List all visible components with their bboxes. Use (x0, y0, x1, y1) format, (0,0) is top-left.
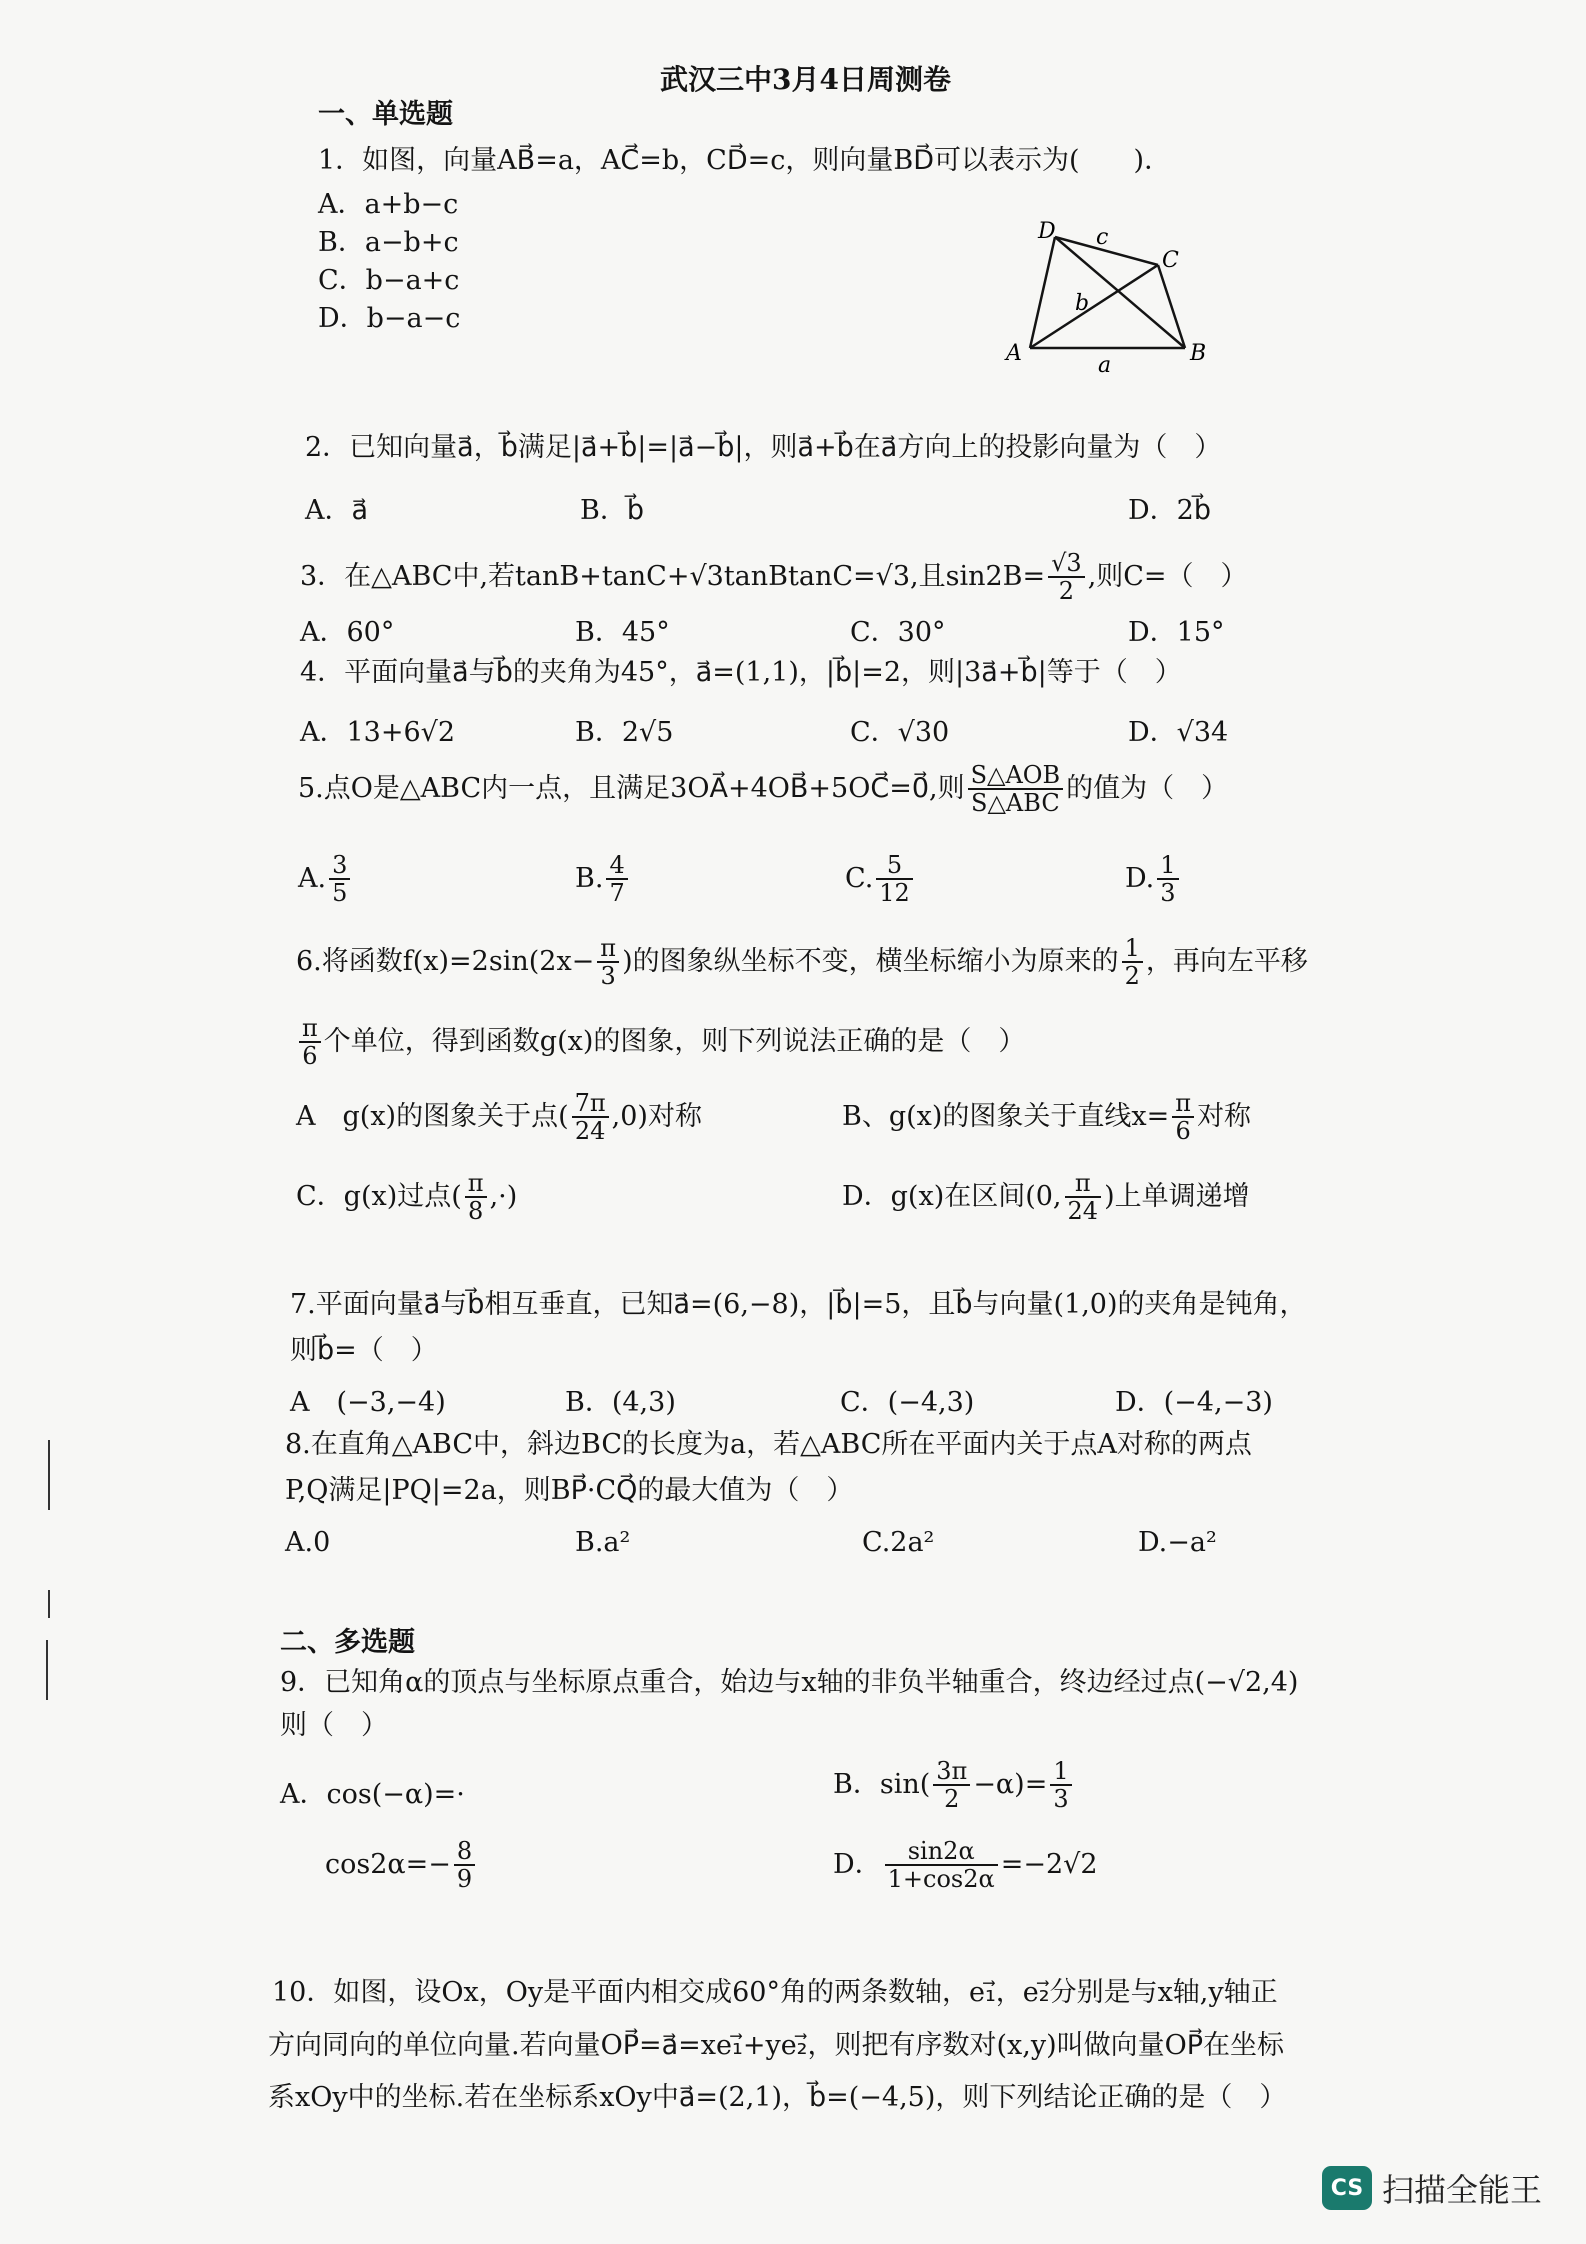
page-title: 武汉三中3月4日周测卷 (660, 63, 951, 96)
question-3-option-c: C．30° (850, 617, 946, 648)
question-7-line-2: 则b⃗=（ ） (290, 1335, 438, 1366)
q5-area-ratio: $\frac{\text{S△AOB}}{\text{S△ABC}}$ (968, 762, 1064, 817)
question-3-option-a: A．60° (300, 617, 395, 648)
question-9-line-1: 9．已知角α的顶点与坐标原点重合，始边与x轴的非负半轴重合，终边经过点(−√2,4) (280, 1667, 1299, 1698)
figure-label-c: C (1162, 248, 1179, 273)
question-5-stem: 5.点O是△ABC内一点，且满足3OA⃗+4OB⃗+5OC⃗=0⃗,则 $\frac{\text{S△AOB}}{\text{S△ABC}}$ 的值为（ ） (298, 761, 1229, 818)
question-3-option-b: B．45° (575, 617, 670, 648)
question-7-option-a: A (−3,−4) (290, 1387, 446, 1418)
question-4-option-d: D．√34 (1128, 717, 1229, 748)
question-7-option-c: C．(−4,3) (840, 1387, 975, 1418)
figure-label-a-vector: a (1098, 353, 1112, 378)
question-5-option-b: B. $\frac{4}{7}$ (575, 852, 631, 907)
figure-edge-ac (1030, 265, 1158, 348)
question-4-stem: 4．平面向量a⃗与b⃗的夹角为45°，a⃗=(1,1)，|b⃗|=2，则|3a⃗+b⃗|等于（ ） (300, 657, 1182, 688)
question-5-option-c: C. $\frac{5}{12}$ (845, 852, 916, 907)
question-8-option-d: D.−a² (1138, 1527, 1217, 1558)
scan-mark (46, 1640, 48, 1700)
scanner-logo-text: 扫描全能王 (1382, 2171, 1543, 2209)
question-6-line-2: $\frac{\pi}{6}$ 个单位，得到函数g(x)的图象，则下列说法正确的是（ ） (296, 1015, 1025, 1070)
question-7-option-b: B．(4,3) (565, 1387, 676, 1418)
question-6-option-d: D．g(x)在区间(0, $\frac{\pi}{24}$ )上单调递增 (842, 1169, 1250, 1226)
question-9-option-d: D． $\frac{\sin 2\alpha}{1+\cos 2\alpha}$ =−2√2 (833, 1837, 1098, 1894)
question-7-line-1: 7.平面向量a⃗与b⃗相互垂直，已知a⃗=(6,−8)，|b⃗|=5，且b⃗与向量(1,0)的夹角是钝角， (290, 1289, 1307, 1320)
question-6-option-b: B、g(x)的图象关于直线x= $\frac{\pi}{6}$ 对称 (842, 1089, 1252, 1146)
quadrilateral-figure (1000, 220, 1220, 380)
question-2-option-a: A．a⃗ (305, 495, 369, 526)
question-1-option-d: D．b−a−c (318, 303, 461, 334)
question-1-stem: 1．如图，向量AB⃗=a，AC⃗=b，CD⃗=c，则向量BD⃗可以表示为( )． (318, 145, 1172, 176)
question-7-option-d: D．(−4,−3) (1115, 1387, 1273, 1418)
scanner-logo-badge: CS (1322, 2166, 1372, 2210)
figure-edge-ad (1030, 237, 1055, 348)
figure-label-a: A (1006, 341, 1022, 366)
question-2-option-d: D．2b⃗ (1128, 495, 1211, 526)
figure-label-c-vector: c (1096, 225, 1109, 250)
question-6-option-a: A g(x)的图象关于点( $\frac{7\pi}{24}$ ,0)对称 (296, 1089, 702, 1146)
question-5-option-a: A. $\frac{3}{5}$ (298, 852, 353, 907)
question-1-option-c: C．b−a+c (318, 265, 460, 296)
question-3-stem: 3．在△ABC中,若tanB+tanC+√3tanBtanC=√3,且sin2B= $\frac{√3}{2}$ ,则C=（ ） (300, 549, 1248, 606)
figure-label-b: B (1190, 341, 1207, 366)
question-9-option-b: B．sin( $\frac{3\pi}{2}$ −α)= $\frac{1}{3}$ (833, 1758, 1075, 1813)
question-8-line-1: 8.在直角△ABC中，斜边BC的长度为a，若△ABC所在平面内关于点A对称的两点 (285, 1429, 1252, 1460)
question-8-line-2: P,Q满足|PQ|=2a，则BP⃗·CQ⃗的最大值为（ ） (285, 1475, 854, 1506)
figure-label-b-vector: b (1075, 291, 1090, 316)
question-1-option-a: A．a+b−c (318, 189, 459, 220)
question-3-option-d: D．15° (1128, 617, 1225, 648)
question-4-option-c: C．√30 (850, 717, 950, 748)
question-2-option-b: B．b⃗ (580, 495, 644, 526)
question-2-stem: 2．已知向量a⃗，b⃗满足|a⃗+b⃗|=|a⃗−b⃗|，则a⃗+b⃗在a⃗方向上的投影向量为（ ） (305, 432, 1222, 463)
section-multiple-choice: 二、多选题 (280, 1627, 415, 1658)
question-4-option-b: B．2√5 (575, 717, 674, 748)
scan-mark (48, 1590, 50, 1618)
question-9-option-c: cos2α=− $\frac{8}{9}$ (325, 1838, 478, 1893)
question-9-option-a: A．cos(−α)=· (280, 1779, 465, 1810)
q3-fraction: $\frac{√3}{2}$ (1048, 550, 1085, 605)
question-8-option-a: A.0 (285, 1527, 331, 1558)
question-1-option-b: B．a−b+c (318, 227, 459, 258)
figure-label-d: D (1038, 220, 1056, 244)
question-9-line-2: 则（ ） (280, 1710, 388, 1741)
scan-mark (48, 1440, 50, 1510)
section-single-choice: 一、单选题 (318, 99, 453, 130)
question-4-option-a: A．13+6√2 (300, 717, 456, 748)
question-6-line-1: 6.将函数f(x)=2sin(2x− $\frac{\pi}{3}$ )的图象纵坐标不变，横坐标缩小为原来的 $\frac{1}{2}$ ，再向左平移 (296, 934, 1308, 991)
question-8-option-b: B.a² (575, 1527, 631, 1558)
question-10-line-1: 10．如图，设Ox，Oy是平面内相交成60°角的两条数轴，e₁⃗，e₂⃗分别是与x轴,y轴正 (272, 1977, 1278, 2008)
scanner-watermark-logo (1322, 2165, 1542, 2211)
question-5-option-d: D. $\frac{1}{3}$ (1125, 852, 1182, 907)
question-6-option-c: C．g(x)过点( $\frac{\pi}{8}$ ,·) (296, 1169, 518, 1226)
question-8-option-c: C.2a² (862, 1527, 935, 1558)
question-10-line-2: 方向同向的单位向量.若向量OP⃗=a⃗=xe₁⃗+ye₂⃗，则把有序数对(x,y)叫做向量OP⃗在坐标 (268, 2030, 1285, 2061)
question-10-line-3: 系xOy中的坐标.若在坐标系xOy中a⃗=(2,1)，b⃗=(−4,5)，则下列结论正确的是（ ） (268, 2082, 1287, 2113)
